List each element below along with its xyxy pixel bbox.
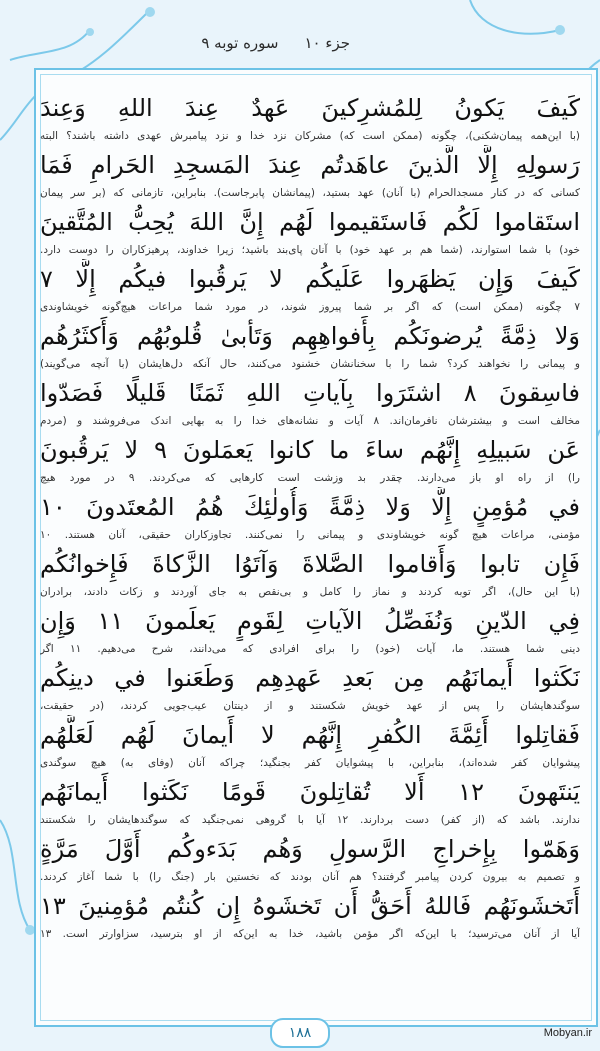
arabic-verse-line: فاسِقونَ ٨ اشتَرَوا بِآياتِ اللهِ ثَمَنًا قَليلًا فَصَدّوا <box>40 379 580 407</box>
juz-label: جزء ۱۰ <box>304 34 350 52</box>
persian-translation-line: دینی شما هستند. ما، آیات (خود) را برای افرادی که می‌دانند، شرح می‌دهیم. ۱۱ اگر <box>40 643 580 655</box>
persian-translation-line: ۷ چگونه (ممکن است) که اگر بر شما پیروز شوند، در مورد شما مراعات هیچ‌گونه خویشاوندی <box>40 301 580 313</box>
arabic-verse-line: عَن سَبيلِهِ إِنَّهُم ساءَ ما كانوا يَعمَلونَ ٩ لا يَرقُبونَ <box>40 436 580 464</box>
persian-translation-line: خود) با شما استوارند، (شما هم بر عهد خود) با آنان پای‌بند باشید؛ زیرا خداوند، پرهیزکاران را دوست دارد. <box>40 244 580 256</box>
persian-translation-line: ندارند. باشد که (از کفر) دست بردارند. ۱۲ آیا با گروهی نمی‌جنگید که سوگندهایشان را شکستند <box>40 814 580 826</box>
persian-translation-line: مؤمنی، مراعات هیچ گونه خویشاوندی و پیمانی را نمی‌کنند. تجاوزکاران حقیقی، آنان هستند. ۱۰ <box>40 529 580 541</box>
watermark: Mobyan.ir <box>543 1027 592 1039</box>
persian-translation-line: مخالف است و بیشترشان نافرمان‌اند. ۸ آیات و نشانه‌های خدا را به بهایی اندک می‌فروشند و (مردم <box>40 415 580 427</box>
arabic-verse-line: كَيفَ وَإِن يَظهَروا عَلَيكُم لا يَرقُبوا فيكُم إِلًّا ٧ <box>40 265 580 293</box>
arabic-verse-line: أَتَخشَونَهُم فَاللهُ أَحَقُّ أَن تَخشَوهُ إِن كُنتُم مُؤمِنينَ ١٣ <box>40 892 580 920</box>
surah-label: سوره توبه ۹ <box>201 34 279 52</box>
page-footer <box>250 1018 350 1048</box>
persian-translation-line: پیشوایان کفر شده‌اند)، بنابراین، با پیشوایان کفر بجنگید؛ چراکه آنان (وفای به) هیچ سوگندی <box>40 757 580 769</box>
arabic-verse-line: وَهَمّوا بِإِخراجِ الرَّسولِ وَهُم بَدَءوكُم أَوَّلَ مَرَّةٍ <box>40 835 580 863</box>
persian-translation-line: و تصمیم به بیرون کردن پیامبر گرفتند؟ هم آنان بودند که نخستین بار (جنگ را) با شما آغاز کردند. <box>40 871 580 883</box>
arabic-verse-line: وَلا ذِمَّةً يُرضونَكُم بِأَفواهِهِم وَتَأبىٰ قُلوبُهُم وَأَكثَرُهُم <box>40 322 580 350</box>
page-number: ۱۸۸ <box>270 1018 330 1048</box>
arabic-verse-line: في مُؤمِنٍ إِلًّا وَلا ذِمَّةً وَأُولٰئِكَ هُمُ المُعتَدونَ ١٠ <box>40 493 580 521</box>
arabic-verse-line: فَإِن تابوا وَأَقاموا الصَّلاةَ وَآتَوُا الزَّكاةَ فَإِخوانُكُم <box>40 550 580 578</box>
persian-translation-line: آیا از آنان می‌ترسید؛ با این‌که اگر مؤمن باشید، خدا به این‌که از او بترسید، سزاوارتر است. ۱۳ <box>40 928 580 940</box>
page-header <box>110 28 350 58</box>
persian-translation-line: و پیمانی را نخواهند کرد؟ شما را با سخنانشان خشنود می‌کنند، حال آنکه دل‌هایشان (با آنچه می‌گویند) <box>40 358 580 370</box>
verse-lines <box>40 88 580 943</box>
persian-translation-line: کسانی که در کنار مسجدالحرام (با آنان) عهد بستید، (پیمانشان پابرجاست). بنابراین، تازمانی که (بر سر پیمان <box>40 187 580 199</box>
persian-translation-line: سوگندهایشان را پس از عهد خویش شکستند و از دینتان عیب‌جویی کردند، (در حقیقت، <box>40 700 580 712</box>
arabic-verse-line: رَسولِهِ إِلَّا الَّذينَ عاهَدتُم عِندَ المَسجِدِ الحَرامِ فَمَا <box>40 151 580 179</box>
arabic-verse-line: يَنتَهونَ ١٢ أَلا تُقاتِلونَ قَومًا نَكَثوا أَيمانَهُم <box>40 778 580 806</box>
arabic-verse-line: كَيفَ يَكونُ لِلمُشرِكينَ عَهدٌ عِندَ اللهِ وَعِندَ <box>40 94 580 122</box>
persian-translation-line: (با این حال)، اگر توبه کردند و نماز را کامل و بی‌نقص به جای آوردند و زکات دادند، برادران <box>40 586 580 598</box>
persian-translation-line: (با این‌همه پیمان‌شکنی)، چگونه (ممکن است که) مشرکان نزد خدا و نزد پیامبرش عهدی داشته باشند؟ البته <box>40 130 580 142</box>
arabic-verse-line: استَقاموا لَكُم فَاستَقيموا لَهُم إِنَّ اللهَ يُحِبُّ المُتَّقينَ <box>40 208 580 236</box>
arabic-verse-line: نَكَثوا أَيمانَهُم مِن بَعدِ عَهدِهِم وَطَعَنوا في دينِكُم <box>40 664 580 692</box>
arabic-verse-line: فَقاتِلوا أَئِمَّةَ الكُفرِ إِنَّهُم لا أَيمانَ لَهُم لَعَلَّهُم <box>40 721 580 749</box>
persian-translation-line: را) از راه او باز می‌دارند. چقدر بد وزشت است کارهایی که می‌کردند. ۹ در مورد هیچ <box>40 472 580 484</box>
arabic-verse-line: فِي الدّينِ وَنُفَصِّلُ الآياتِ لِقَومٍ يَعلَمونَ ١١ وَإِن <box>40 607 580 635</box>
